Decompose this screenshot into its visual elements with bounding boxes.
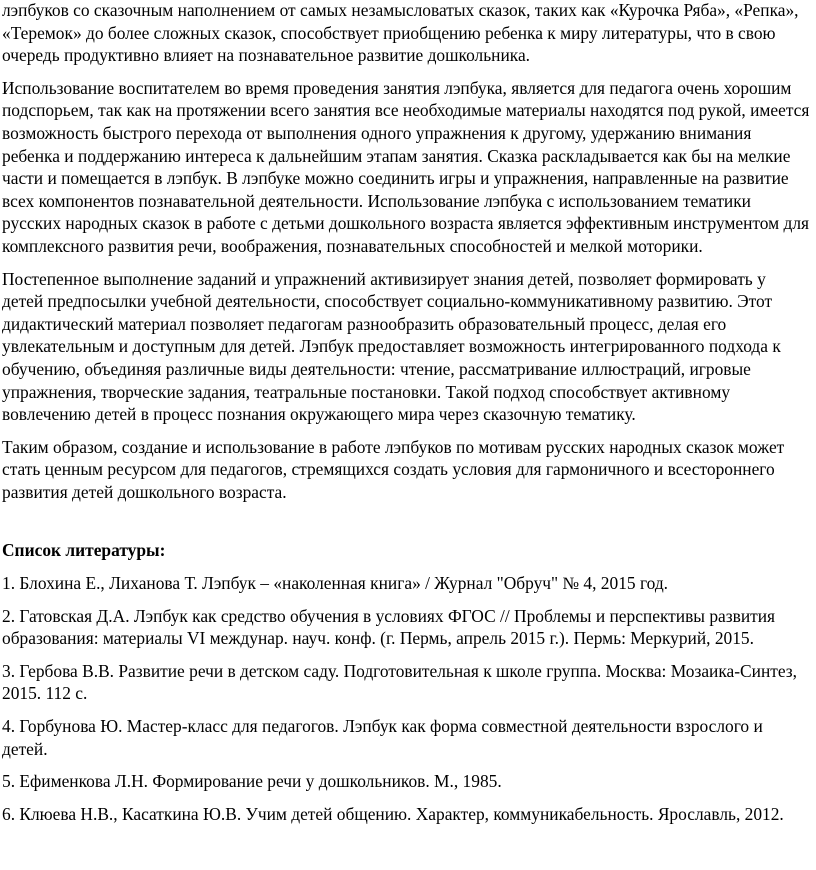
reference-item: 4. Горбунова Ю. Мастер-класс для педагогов. Лэпбук как форма совместной деятельности взрослого и детей.	[2, 716, 763, 759]
references-heading: Список литературы:	[2, 540, 166, 561]
section-spacer	[2, 513, 810, 539]
reference-item: 3. Гербова В.В. Развитие речи в детском саду. Подготовительная к школе группа. Москва: Мозаика-Синтез, 2015. 112 с.	[2, 660, 798, 704]
reference-item: 5. Ефименкова Л.Н. Формирование речи у дошкольников. М., 1985.	[2, 771, 502, 792]
reference-item: 6. Клюева Н.В., Касаткина Ю.В. Учим детей общению. Характер, коммуникабельность. Ярославль, 2012.	[2, 803, 784, 824]
body-paragraph: Таким образом, создание и использование в работе лэпбуков по мотивам русских народных сказок может стать ценным ресурсом для педагогов, стремящихся создать условия для гармоничного и всестороннего развития детей дошкольного возраста.	[2, 436, 785, 502]
reference-item: 1. Блохина Е., Лиханова Т. Лэпбук – «наколенная книга» / Журнал "Обруч" № 4, 2015 год.	[2, 573, 669, 594]
reference-item: 2. Гатовская Д.А. Лэпбук как средство обучения в условиях ФГОС // Проблемы и перспективы развития образования: материалы VI междунар. науч. конф. (г. Пермь, апрель 2015 г.). Пермь: Меркурий, 2015.	[2, 605, 776, 649]
body-paragraph: лэпбуков со сказочным наполнением от самых незамысловатых сказок, таких как «Курочка Ряба», «Репка», «Теремок» до более сложных сказок, способствует приобщению ребенка к миру литературы, что в свою очередь продуктивно влияет на познавательное развитие дошкольника.	[2, 0, 799, 66]
body-paragraph: Использование воспитателем во время проведения занятия лэпбука, является для педагога очень хорошим подспорьем, так как на протяжении всего занятия все необходимые материалы находятся под рукой, имеется возможность быстрого перехода от выполнения одного упражнения к другому, удержанию внимания ребенка и поддержанию интереса к дальнейшим этапам занятия. Сказка раскладывается как бы на мелкие части и помещается в лэпбук. В лэпбуке можно соединить игры и упражнения, направленные на развитие всех компонентов познавательной деятельности. Использование лэпбука с использованием тематики русских народных сказок в работе с детьми дошкольного возраста является эффективным инструментом для комплексного развития речи, воображения, познавательных способностей и мелкой моторики.	[2, 77, 810, 256]
body-paragraph: Постепенное выполнение заданий и упражнений активизирует знания детей, позволяет формировать у детей предпосылки учебной деятельности, способствует социально-коммуникативному развитию. Этот дидактический материал позволяет педагогам разнообразить образовательный процесс, делая его увлекательным и доступным для детей. Лэпбук предоставляет возможность интегрированного подхода к обучению, объединяя различные виды деятельности: чтение, рассматривание иллюстраций, игровые упражнения, творческие задания, театральные постановки. Такой подход способствует активному вовлечению детей в процесс познания окружающего мира через сказочную тематику.	[2, 268, 781, 425]
